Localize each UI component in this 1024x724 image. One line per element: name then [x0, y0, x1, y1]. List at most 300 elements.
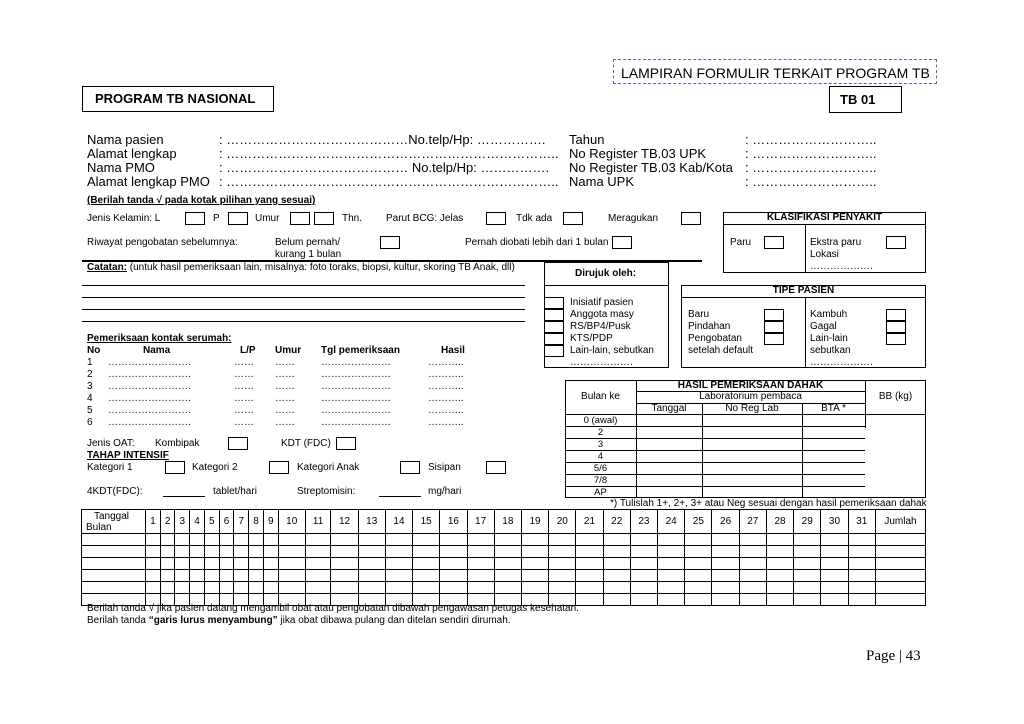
calendar-cell[interactable] — [821, 558, 848, 570]
calendar-cell[interactable] — [766, 534, 793, 546]
kontak-row-tgl[interactable]: ………………… — [321, 369, 391, 380]
kontak-row-umur[interactable]: …… — [275, 357, 295, 368]
calendar-cell[interactable] — [175, 558, 190, 570]
calendar-cell[interactable] — [549, 570, 576, 582]
calendar-cell[interactable] — [160, 582, 175, 594]
calendar-day-header: 12 — [331, 510, 358, 534]
calendar-cell[interactable] — [521, 546, 548, 558]
calendar-day-header: 31 — [848, 510, 875, 534]
calendar-cell[interactable] — [467, 558, 494, 570]
kontak-row-umur[interactable]: …… — [275, 405, 295, 416]
tipe-left-checkbox[interactable] — [764, 309, 784, 321]
calendar-cell[interactable] — [175, 534, 190, 546]
calendar-cell[interactable] — [739, 546, 766, 558]
calendar-cell[interactable] — [190, 582, 205, 594]
calendar-cell[interactable] — [603, 558, 630, 570]
calendar-cell[interactable] — [190, 558, 205, 570]
info-value[interactable]: : …………………………………… No.telp/Hp: ……………. — [219, 160, 550, 175]
calendar-cell[interactable] — [219, 558, 234, 570]
tipe-left-label: Baru — [688, 309, 710, 320]
calendar-cell[interactable] — [876, 534, 926, 546]
calendar-cell[interactable] — [331, 582, 358, 594]
strep-input-line[interactable] — [379, 496, 421, 497]
calendar-day-header: 29 — [794, 510, 821, 534]
kontak-row-lp[interactable]: …… — [234, 357, 254, 368]
calendar-cell[interactable] — [630, 534, 657, 546]
calendar-cell[interactable] — [794, 594, 821, 606]
kontak-row-name[interactable]: ……………………. — [108, 369, 191, 380]
kontak-row-hasil[interactable]: ……….. — [428, 357, 464, 368]
calendar-cell[interactable] — [305, 546, 331, 558]
calendar-cell[interactable] — [630, 546, 657, 558]
calendar-cell[interactable] — [175, 570, 190, 582]
info-value[interactable]: : ……………………….. — [745, 146, 877, 161]
calendar-cell[interactable] — [549, 558, 576, 570]
calendar-cell[interactable] — [766, 546, 793, 558]
dahak-row-line — [565, 486, 865, 487]
calendar-cell[interactable] — [766, 570, 793, 582]
calendar-cell[interactable] — [219, 570, 234, 582]
calendar-cell[interactable] — [234, 582, 249, 594]
calendar-cell[interactable] — [576, 594, 603, 606]
calendar-cell[interactable] — [263, 546, 278, 558]
calendar-cell[interactable] — [204, 570, 219, 582]
calendar-cell[interactable] — [576, 558, 603, 570]
info-label: Alamat lengkap — [87, 146, 177, 161]
strep-label: Streptomisin: — [297, 486, 356, 497]
dirujuk-checkbox[interactable] — [544, 333, 564, 345]
kontak-row-name[interactable]: ……………………. — [108, 393, 191, 404]
kontak-row-no: 4 — [87, 393, 93, 404]
calendar-cell[interactable] — [146, 558, 161, 570]
kombipak-checkbox[interactable] — [228, 437, 248, 450]
calendar-cell[interactable] — [712, 594, 739, 606]
catatan-text: Catatan: (untuk hasil pemeriksaan lain, misalnya: foto toraks, biopsi, kultur, skoring TB Anak, dll) — [87, 262, 515, 273]
calendar-cell[interactable] — [739, 534, 766, 546]
calendar-cell[interactable] — [413, 570, 440, 582]
calendar-cell[interactable] — [467, 534, 494, 546]
calendar-cell[interactable] — [305, 558, 331, 570]
calendar-cell[interactable] — [331, 546, 358, 558]
calendar-day-header: 14 — [385, 510, 412, 534]
kontak-row-umur[interactable]: …… — [275, 369, 295, 380]
kontak-row-tgl[interactable]: ………………… — [321, 381, 391, 392]
klasifikasi-title: KLASIFIKASI PENYAKIT — [766, 212, 883, 223]
calendar-cell[interactable] — [739, 582, 766, 594]
calendar-cell[interactable] — [204, 582, 219, 594]
calendar-cell[interactable] — [603, 582, 630, 594]
calendar-cell[interactable] — [331, 558, 358, 570]
calendar-day-header: 17 — [467, 510, 494, 534]
kontak-title: Pemeriksaan kontak serumah: — [87, 333, 232, 344]
calendar-cell[interactable] — [848, 546, 875, 558]
kontak-row-hasil[interactable]: ……….. — [428, 405, 464, 416]
kontak-row-umur[interactable]: …… — [275, 417, 295, 428]
calendar-cell[interactable] — [413, 558, 440, 570]
calendar-cell[interactable] — [234, 570, 249, 582]
calendar-day-header: 4 — [190, 510, 205, 534]
calendar-cell[interactable] — [204, 558, 219, 570]
calendar-cell[interactable] — [190, 546, 205, 558]
instruction: (Berilah tanda √ pada kotak pilihan yang sesuai) — [87, 195, 316, 206]
calendar-day-header: 15 — [413, 510, 440, 534]
kontak-row-no: 1 — [87, 357, 93, 368]
calendar-cell[interactable] — [848, 534, 875, 546]
bcg-ragu-checkbox[interactable] — [681, 212, 701, 225]
kontak-row-umur[interactable]: …… — [275, 381, 295, 392]
calendar-cell[interactable] — [82, 534, 146, 546]
calendar-cell[interactable] — [467, 582, 494, 594]
calendar-cell[interactable] — [234, 558, 249, 570]
calendar-cell[interactable] — [549, 546, 576, 558]
kategori-anak-checkbox[interactable] — [400, 461, 420, 474]
kontak-row-name[interactable]: ……………………. — [108, 405, 191, 416]
calendar-day-header: 18 — [494, 510, 521, 534]
bcg-tdk-label: Tdk ada — [516, 213, 553, 224]
calendar-cell[interactable] — [234, 534, 249, 546]
info-value[interactable]: : ………………………………………………………………….. — [219, 146, 559, 161]
calendar-cell[interactable] — [190, 534, 205, 546]
riwayat-pernah-checkbox[interactable] — [612, 236, 632, 249]
calendar-cell[interactable] — [630, 558, 657, 570]
calendar-day-header: 22 — [603, 510, 630, 534]
calendar-cell[interactable] — [263, 582, 278, 594]
bcg-ragu-label: Meragukan — [608, 213, 659, 224]
kontak-row-umur[interactable]: …… — [275, 393, 295, 404]
tipe-right-checkbox[interactable] — [886, 321, 906, 333]
calendar-cell[interactable] — [821, 570, 848, 582]
dahak-row-line — [565, 426, 865, 427]
calendar-cell[interactable] — [494, 570, 521, 582]
calendar-cell[interactable] — [305, 582, 331, 594]
calendar-cell[interactable] — [739, 558, 766, 570]
calendar-cell[interactable] — [204, 546, 219, 558]
calendar-cell[interactable] — [263, 558, 278, 570]
kontak-header: Tgl pemeriksaan — [321, 345, 400, 356]
kontak-row-hasil[interactable]: ……….. — [428, 417, 464, 428]
calendar-cell[interactable] — [494, 546, 521, 558]
kontak-header: Nama — [143, 345, 171, 356]
calendar-cell[interactable] — [146, 546, 161, 558]
calendar-cell[interactable] — [521, 534, 548, 546]
calendar-cell[interactable] — [712, 582, 739, 594]
calendar-cell[interactable] — [82, 546, 146, 558]
calendar-day-header: 23 — [630, 510, 657, 534]
calendar-cell[interactable] — [249, 534, 264, 546]
gender-l-checkbox[interactable] — [185, 212, 205, 225]
calendar-cell[interactable] — [739, 570, 766, 582]
calendar-cell[interactable] — [146, 534, 161, 546]
calendar-cell[interactable] — [794, 546, 821, 558]
kontak-row-tgl[interactable]: ………………… — [321, 393, 391, 404]
calendar-cell[interactable] — [549, 582, 576, 594]
calendar-cell[interactable] — [160, 570, 175, 582]
tipe-left-checkbox[interactable] — [764, 321, 784, 333]
calendar-day-header: 5 — [204, 510, 219, 534]
calendar-cell[interactable] — [821, 534, 848, 546]
calendar-cell[interactable] — [603, 546, 630, 558]
kdt-checkbox[interactable] — [336, 437, 356, 450]
paru-label: Paru — [730, 237, 752, 248]
calendar-cell[interactable] — [385, 558, 412, 570]
calendar-cell[interactable] — [821, 546, 848, 558]
info-value[interactable]: : ……………………….. — [745, 132, 877, 147]
calendar-cell[interactable] — [766, 558, 793, 570]
calendar-cell[interactable] — [685, 558, 712, 570]
calendar-cell[interactable] — [219, 534, 234, 546]
calendar-cell[interactable] — [305, 570, 331, 582]
calendar-cell[interactable] — [219, 546, 234, 558]
calendar-cell[interactable] — [712, 570, 739, 582]
calendar-cell[interactable] — [467, 546, 494, 558]
calendar-cell[interactable] — [848, 558, 875, 570]
dirujuk-item-label: Inisiatif pasien — [570, 297, 634, 308]
calendar-cell[interactable] — [249, 546, 264, 558]
calendar-cell[interactable] — [658, 534, 685, 546]
ekstra-paru-checkbox[interactable] — [886, 236, 906, 249]
calendar-cell[interactable] — [712, 558, 739, 570]
calendar-cell[interactable] — [146, 582, 161, 594]
dahak-lab: Laboratorium pembaca — [699, 391, 802, 402]
info-label: Nama PMO — [87, 160, 155, 175]
kontak-row-lp[interactable]: …… — [234, 405, 254, 416]
calendar-cell[interactable] — [385, 534, 412, 546]
calendar-cell[interactable] — [521, 582, 548, 594]
calendar-day-header: 8 — [249, 510, 264, 534]
calendar-cell[interactable] — [685, 594, 712, 606]
dirujuk-item-label: Anggota masy — [570, 309, 634, 320]
calendar-cell[interactable] — [249, 558, 264, 570]
calendar-cell[interactable] — [385, 570, 412, 582]
calendar-cell[interactable] — [766, 594, 793, 606]
kdt4-label: 4KDT(FDC): — [87, 486, 143, 497]
calendar-cell[interactable] — [521, 570, 548, 582]
calendar-cell[interactable] — [190, 570, 205, 582]
kontak-row-no: 6 — [87, 417, 93, 428]
calendar-cell[interactable] — [876, 558, 926, 570]
calendar-cell[interactable] — [576, 546, 603, 558]
calendar-cell[interactable] — [82, 558, 146, 570]
calendar-cell[interactable] — [848, 594, 875, 606]
kontak-row-tgl[interactable]: ………………… — [321, 417, 391, 428]
kontak-row-hasil[interactable]: ……….. — [428, 369, 464, 380]
calendar-cell[interactable] — [440, 534, 467, 546]
kontak-row-lp[interactable]: …… — [234, 417, 254, 428]
calendar-cell[interactable] — [358, 546, 385, 558]
paru-checkbox[interactable] — [764, 236, 784, 249]
kombipak-label: Kombipak — [155, 438, 200, 449]
tipe-right-label: Lain-lain — [810, 333, 848, 344]
calendar-cell[interactable] — [685, 582, 712, 594]
calendar-cell[interactable] — [603, 570, 630, 582]
calendar-cell[interactable] — [204, 534, 219, 546]
calendar-cell[interactable] — [658, 558, 685, 570]
dirujuk-checkbox[interactable] — [544, 345, 564, 357]
calendar-cell[interactable] — [603, 594, 630, 606]
calendar-cell[interactable] — [658, 570, 685, 582]
calendar-cell[interactable] — [794, 582, 821, 594]
calendar-cell[interactable] — [263, 570, 278, 582]
kontak-row-hasil[interactable]: ……….. — [428, 381, 464, 392]
calendar-cell[interactable] — [794, 570, 821, 582]
calendar-cell[interactable] — [876, 582, 926, 594]
kdt4-input-line[interactable] — [163, 496, 205, 497]
sisipan-checkbox[interactable] — [486, 461, 506, 474]
calendar-cell[interactable] — [175, 546, 190, 558]
calendar-cell[interactable] — [467, 570, 494, 582]
kontak-row-no: 5 — [87, 405, 93, 416]
calendar-cell[interactable] — [440, 558, 467, 570]
dirujuk-checkbox[interactable] — [544, 321, 564, 333]
dirujuk-item-label: RS/BP4/Pusk — [570, 321, 631, 332]
calendar-cell[interactable] — [521, 558, 548, 570]
calendar-cell[interactable] — [630, 570, 657, 582]
kategori-2-checkbox[interactable] — [269, 461, 289, 474]
riwayat-belum-checkbox[interactable] — [380, 236, 400, 249]
calendar-cell[interactable] — [576, 570, 603, 582]
tahap-intensif: TAHAP INTENSIF — [87, 450, 169, 461]
tipe-right-label: Gagal — [810, 321, 837, 332]
kontak-header: Hasil — [441, 345, 465, 356]
calendar-cell[interactable] — [358, 570, 385, 582]
calendar-cell[interactable] — [658, 594, 685, 606]
calendar-cell[interactable] — [358, 582, 385, 594]
calendar-cell[interactable] — [876, 594, 926, 606]
calendar-cell[interactable] — [658, 582, 685, 594]
kontak-header: L/P — [240, 345, 256, 356]
calendar-cell[interactable] — [876, 570, 926, 582]
calendar-cell[interactable] — [413, 534, 440, 546]
calendar-cell[interactable] — [794, 534, 821, 546]
calendar-cell[interactable] — [576, 534, 603, 546]
calendar-cell[interactable] — [440, 546, 467, 558]
calendar-cell[interactable] — [358, 558, 385, 570]
calendar-cell[interactable] — [440, 570, 467, 582]
calendar-cell[interactable] — [413, 546, 440, 558]
calendar-cell[interactable] — [263, 534, 278, 546]
calendar-cell[interactable] — [685, 534, 712, 546]
dahak-row-label: AP — [594, 487, 607, 498]
calendar-cell[interactable] — [876, 546, 926, 558]
dirujuk-checkbox[interactable] — [544, 297, 564, 309]
lampiran-title: LAMPIRAN FORMULIR TERKAIT PROGRAM TB — [621, 65, 930, 81]
tipe-right-checkbox[interactable] — [886, 333, 906, 345]
calendar-cell[interactable] — [175, 582, 190, 594]
calendar-cell[interactable] — [82, 582, 146, 594]
calendar-cell[interactable] — [160, 558, 175, 570]
calendar-cell[interactable] — [712, 534, 739, 546]
calendar-cell[interactable] — [794, 558, 821, 570]
info-value[interactable]: : ……………………………………No.telp/Hp: ……………. — [219, 132, 546, 147]
calendar-day-header: 24 — [658, 510, 685, 534]
calendar-cell[interactable] — [576, 582, 603, 594]
tipe-left-checkbox[interactable] — [764, 333, 784, 345]
calendar-cell[interactable] — [494, 582, 521, 594]
calendar-cell[interactable] — [278, 570, 305, 582]
calendar-cell[interactable] — [249, 570, 264, 582]
info-label: No Register TB.03 Kab/Kota — [569, 160, 733, 175]
calendar-cell[interactable] — [494, 558, 521, 570]
calendar-cell[interactable] — [658, 546, 685, 558]
kontak-row-lp[interactable]: …… — [234, 393, 254, 404]
calendar-cell[interactable] — [821, 582, 848, 594]
calendar-cell[interactable] — [549, 534, 576, 546]
calendar-cell[interactable] — [278, 546, 305, 558]
calendar-cell[interactable] — [603, 534, 630, 546]
calendar-cell[interactable] — [305, 534, 331, 546]
kontak-row-lp[interactable]: …… — [234, 381, 254, 392]
calendar-cell[interactable] — [440, 582, 467, 594]
calendar-cell[interactable] — [630, 582, 657, 594]
calendar-cell[interactable] — [82, 570, 146, 582]
info-label: Nama pasien — [87, 132, 164, 147]
calendar-cell[interactable] — [494, 534, 521, 546]
umur-box-2[interactable] — [314, 212, 334, 225]
calendar-cell[interactable] — [766, 582, 793, 594]
ekstra-paru-label: Ekstra paru — [810, 237, 862, 248]
calendar-cell[interactable] — [385, 546, 412, 558]
gender-p-checkbox[interactable] — [228, 212, 248, 225]
calendar-cell[interactable] — [385, 582, 412, 594]
calendar-cell[interactable] — [249, 582, 264, 594]
bcg-jelas-checkbox[interactable] — [486, 212, 506, 225]
dirujuk-checkbox[interactable] — [544, 309, 564, 321]
calendar-cell[interactable] — [278, 534, 305, 546]
kontak-row-name[interactable]: ……………………. — [108, 417, 191, 428]
calendar-corner — [82, 510, 146, 534]
calendar-cell[interactable] — [848, 570, 875, 582]
calendar-cell[interactable] — [739, 594, 766, 606]
tipe-right-checkbox[interactable] — [886, 309, 906, 321]
calendar-cell[interactable] — [685, 546, 712, 558]
calendar-cell[interactable] — [278, 582, 305, 594]
dahak-note: *) Tulislah 1+, 2+, 3+ atau Neg sesuai dengan hasil pemeriksaan dahak — [610, 498, 927, 509]
calendar-day-header: 21 — [576, 510, 603, 534]
calendar-cell[interactable] — [234, 546, 249, 558]
calendar-cell[interactable] — [712, 546, 739, 558]
info-value[interactable]: : ………………………………………………………………….. — [219, 174, 559, 189]
calendar-cell[interactable] — [278, 558, 305, 570]
calendar-cell[interactable] — [630, 594, 657, 606]
calendar-cell[interactable] — [685, 570, 712, 582]
bcg-tdk-checkbox[interactable] — [563, 212, 583, 225]
kategori-1-checkbox[interactable] — [165, 461, 185, 474]
calendar-cell[interactable] — [331, 570, 358, 582]
kontak-row-name[interactable]: ……………………. — [108, 381, 191, 392]
calendar-cell[interactable] — [848, 582, 875, 594]
dahak-row-line — [565, 438, 865, 439]
calendar-cell[interactable] — [413, 582, 440, 594]
program-title: PROGRAM TB NASIONAL — [82, 86, 274, 112]
info-value[interactable]: : ……………………….. — [745, 160, 877, 175]
calendar-cell[interactable] — [358, 534, 385, 546]
calendar-cell[interactable] — [160, 546, 175, 558]
info-value[interactable]: : ……………………….. — [745, 174, 877, 189]
calendar-cell[interactable] — [160, 534, 175, 546]
umur-box-1[interactable] — [290, 212, 310, 225]
calendar-cell[interactable] — [821, 594, 848, 606]
calendar-cell[interactable] — [219, 582, 234, 594]
kontak-row-hasil[interactable]: ……….. — [428, 393, 464, 404]
oat-label: Jenis OAT: — [87, 438, 135, 449]
kontak-row-tgl[interactable]: ………………… — [321, 405, 391, 416]
calendar-day-header: 11 — [305, 510, 331, 534]
kontak-row-lp[interactable]: …… — [234, 369, 254, 380]
calendar-cell[interactable] — [146, 570, 161, 582]
kontak-row-tgl[interactable]: ………………… — [321, 357, 391, 368]
kontak-row-name[interactable]: ……………………. — [108, 357, 191, 368]
calendar-cell[interactable] — [331, 534, 358, 546]
